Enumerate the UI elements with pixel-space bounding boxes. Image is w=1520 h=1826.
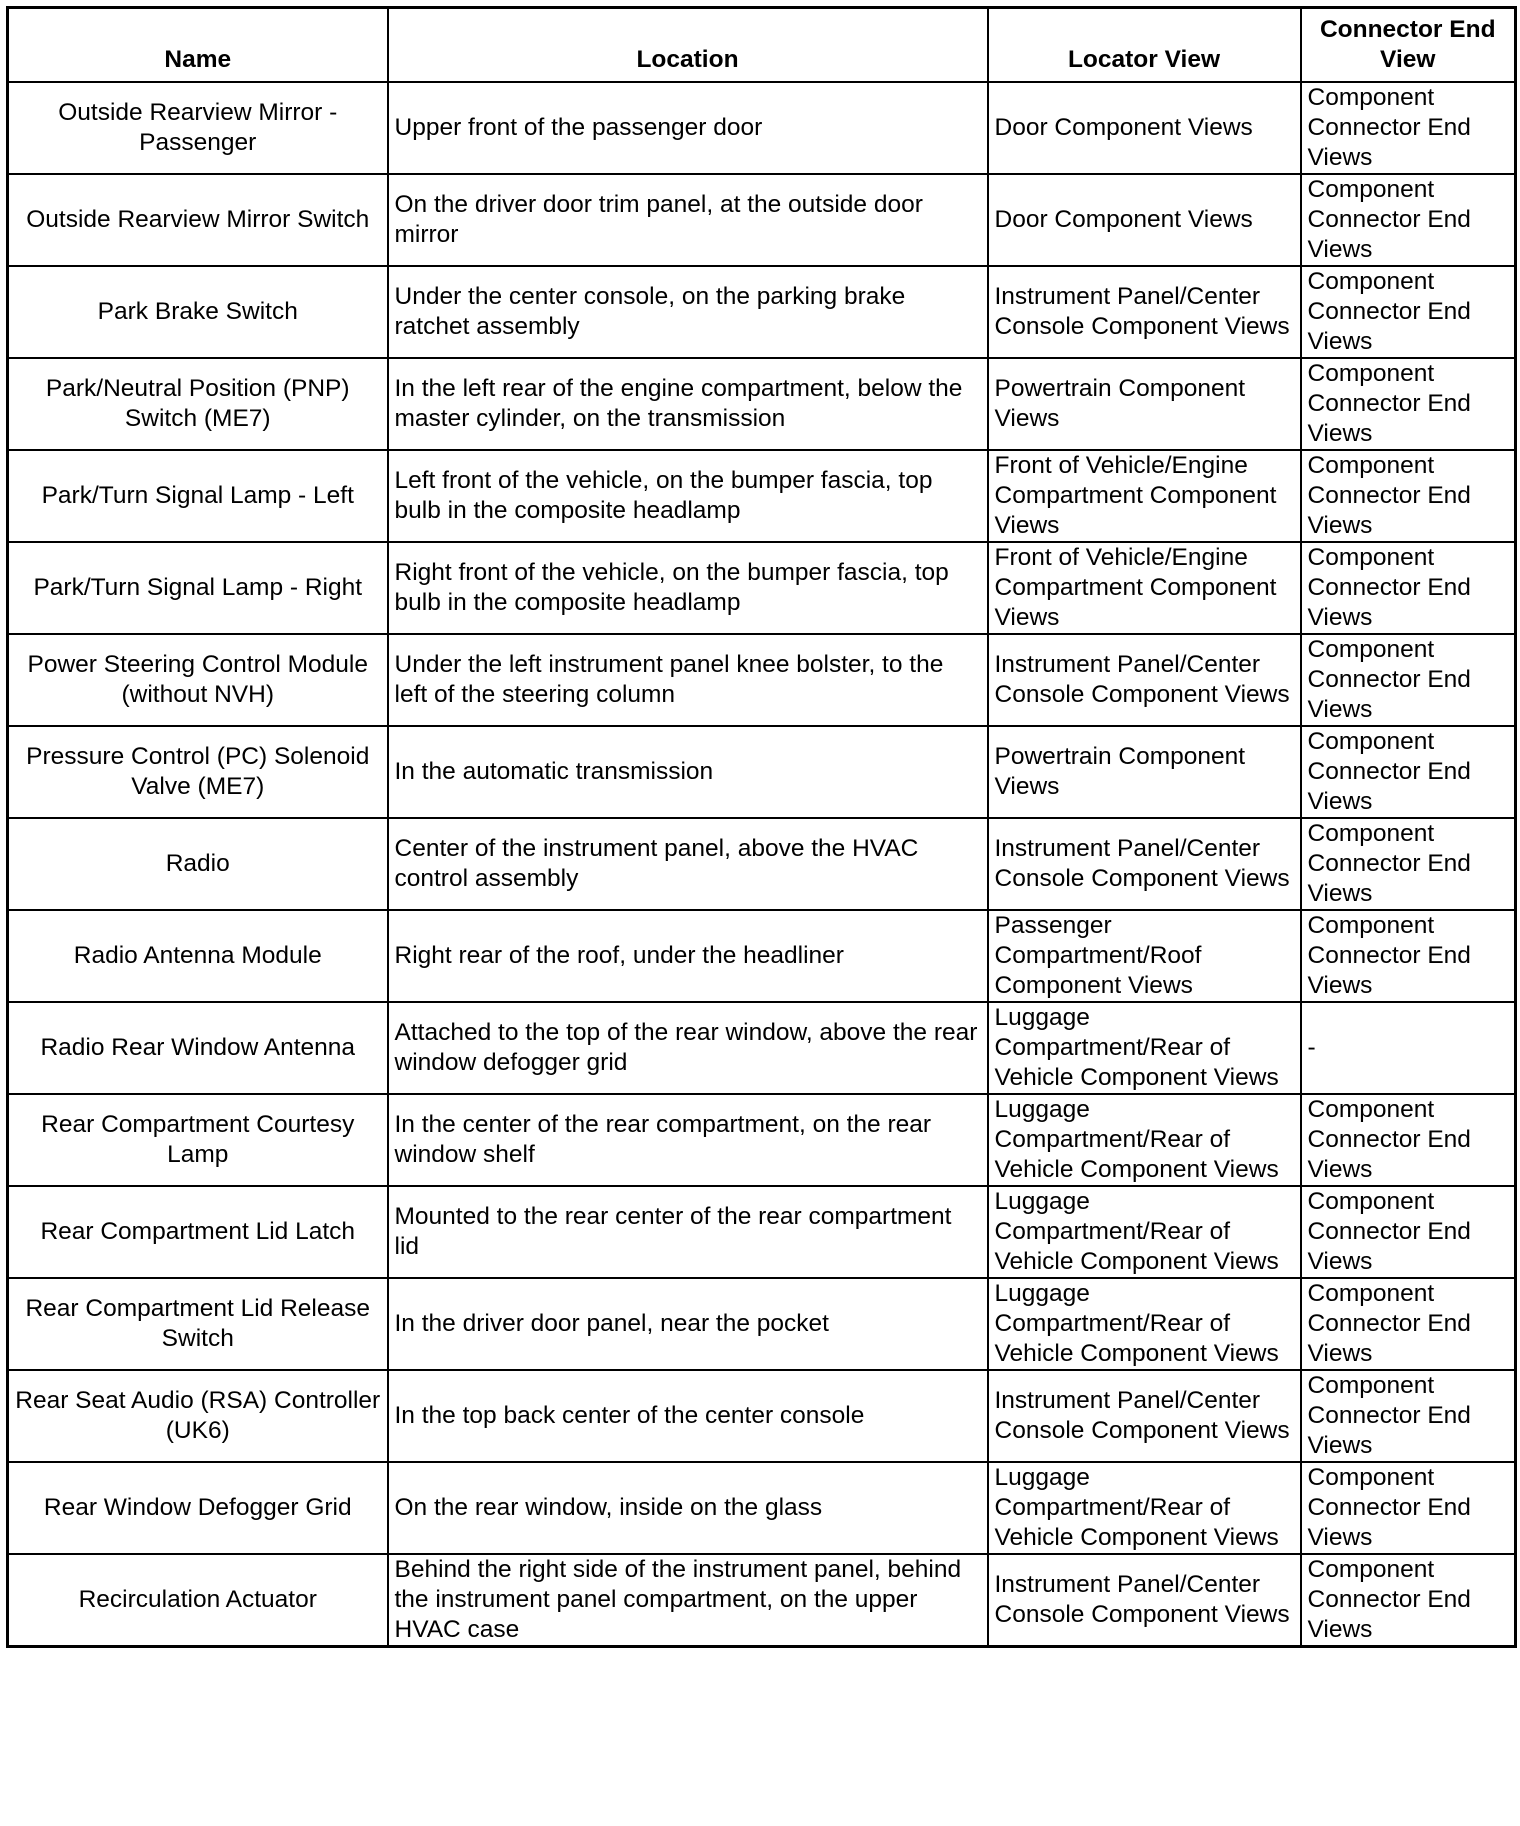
cell-locator-view: Instrument Panel/Center Console Component Views [988, 1554, 1301, 1647]
table-row [8, 1462, 1516, 1554]
cell-connector-end-view: Component Connector End Views [1301, 818, 1516, 910]
cell-location: Center of the instrument panel, above the HVAC control assembly [388, 818, 988, 910]
table-row [8, 1002, 1516, 1094]
cell-locator-view: Door Component Views [988, 82, 1301, 174]
table-row [8, 174, 1516, 266]
cell-location: On the driver door trim panel, at the outside door mirror [388, 174, 988, 266]
table-row [8, 1186, 1516, 1278]
cell-name: Recirculation Actuator [8, 1554, 388, 1647]
table-row [8, 1370, 1516, 1462]
cell-name: Outside Rearview Mirror Switch [8, 174, 388, 266]
component-locator-table [6, 6, 1517, 1648]
table-row [8, 1554, 1516, 1647]
cell-name: Park/Turn Signal Lamp - Left [8, 450, 388, 542]
cell-connector-end-view: Component Connector End Views [1301, 82, 1516, 174]
table-row [8, 1094, 1516, 1186]
table-row [8, 266, 1516, 358]
table-row [8, 542, 1516, 634]
column-header-locator-view: Locator View [988, 8, 1301, 83]
cell-name: Park/Turn Signal Lamp - Right [8, 542, 388, 634]
table-row [8, 1278, 1516, 1370]
cell-name: Rear Compartment Courtesy Lamp [8, 1094, 388, 1186]
cell-location: In the center of the rear compartment, on the rear window shelf [388, 1094, 988, 1186]
cell-connector-end-view: Component Connector End Views [1301, 1370, 1516, 1462]
cell-locator-view: Luggage Compartment/Rear of Vehicle Component Views [988, 1462, 1301, 1554]
cell-name: Outside Rearview Mirror - Passenger [8, 82, 388, 174]
cell-locator-view: Instrument Panel/Center Console Component Views [988, 266, 1301, 358]
column-header-name: Name [8, 8, 388, 83]
cell-locator-view: Luggage Compartment/Rear of Vehicle Component Views [988, 1186, 1301, 1278]
cell-connector-end-view: Component Connector End Views [1301, 174, 1516, 266]
cell-locator-view: Powertrain Component Views [988, 358, 1301, 450]
cell-locator-view: Luggage Compartment/Rear of Vehicle Component Views [988, 1094, 1301, 1186]
cell-locator-view: Instrument Panel/Center Console Component Views [988, 1370, 1301, 1462]
cell-location: Right rear of the roof, under the headliner [388, 910, 988, 1002]
cell-location: Left front of the vehicle, on the bumper fascia, top bulb in the composite headlamp [388, 450, 988, 542]
cell-locator-view: Luggage Compartment/Rear of Vehicle Component Views [988, 1278, 1301, 1370]
cell-connector-end-view: Component Connector End Views [1301, 1094, 1516, 1186]
table-header [8, 8, 1516, 83]
cell-connector-end-view: Component Connector End Views [1301, 1462, 1516, 1554]
table-body [8, 82, 1516, 1647]
cell-connector-end-view: Component Connector End Views [1301, 726, 1516, 818]
cell-location: Attached to the top of the rear window, above the rear window defogger grid [388, 1002, 988, 1094]
table-row [8, 726, 1516, 818]
cell-locator-view: Front of Vehicle/Engine Compartment Component Views [988, 450, 1301, 542]
table-row [8, 818, 1516, 910]
cell-name: Rear Window Defogger Grid [8, 1462, 388, 1554]
table-row [8, 82, 1516, 174]
cell-locator-view: Powertrain Component Views [988, 726, 1301, 818]
cell-name: Radio [8, 818, 388, 910]
cell-connector-end-view: Component Connector End Views [1301, 1554, 1516, 1647]
cell-locator-view: Instrument Panel/Center Console Component Views [988, 818, 1301, 910]
cell-location: Right front of the vehicle, on the bumper fascia, top bulb in the composite headlamp [388, 542, 988, 634]
cell-locator-view: Luggage Compartment/Rear of Vehicle Component Views [988, 1002, 1301, 1094]
cell-name: Pressure Control (PC) Solenoid Valve (ME7) [8, 726, 388, 818]
table-row [8, 634, 1516, 726]
table-row [8, 450, 1516, 542]
cell-name: Power Steering Control Module (without NVH) [8, 634, 388, 726]
cell-connector-end-view: Component Connector End Views [1301, 542, 1516, 634]
cell-name: Rear Seat Audio (RSA) Controller (UK6) [8, 1370, 388, 1462]
cell-name: Rear Compartment Lid Release Switch [8, 1278, 388, 1370]
table-row [8, 358, 1516, 450]
cell-connector-end-view: Component Connector End Views [1301, 634, 1516, 726]
table-row [8, 910, 1516, 1002]
column-header-connector-end-view: Connector End View [1301, 8, 1516, 83]
cell-connector-end-view: Component Connector End Views [1301, 910, 1516, 1002]
cell-locator-view: Passenger Compartment/Roof Component Views [988, 910, 1301, 1002]
cell-locator-view: Door Component Views [988, 174, 1301, 266]
cell-location: Upper front of the passenger door [388, 82, 988, 174]
cell-name: Radio Antenna Module [8, 910, 388, 1002]
header-row [8, 8, 1516, 83]
cell-connector-end-view: Component Connector End Views [1301, 450, 1516, 542]
cell-location: Under the left instrument panel knee bolster, to the left of the steering column [388, 634, 988, 726]
cell-connector-end-view: Component Connector End Views [1301, 1278, 1516, 1370]
cell-name: Park Brake Switch [8, 266, 388, 358]
column-header-location: Location [388, 8, 988, 83]
cell-location: In the automatic transmission [388, 726, 988, 818]
cell-name: Park/Neutral Position (PNP) Switch (ME7) [8, 358, 388, 450]
cell-connector-end-view: Component Connector End Views [1301, 1186, 1516, 1278]
cell-location: In the driver door panel, near the pocket [388, 1278, 988, 1370]
component-locator-page [6, 6, 1514, 1648]
cell-connector-end-view: - [1301, 1002, 1516, 1094]
cell-location: On the rear window, inside on the glass [388, 1462, 988, 1554]
cell-name: Radio Rear Window Antenna [8, 1002, 388, 1094]
cell-location: In the top back center of the center console [388, 1370, 988, 1462]
cell-location: Under the center console, on the parking brake ratchet assembly [388, 266, 988, 358]
cell-connector-end-view: Component Connector End Views [1301, 266, 1516, 358]
cell-locator-view: Front of Vehicle/Engine Compartment Component Views [988, 542, 1301, 634]
cell-location: In the left rear of the engine compartment, below the master cylinder, on the transmission [388, 358, 988, 450]
cell-locator-view: Instrument Panel/Center Console Component Views [988, 634, 1301, 726]
cell-name: Rear Compartment Lid Latch [8, 1186, 388, 1278]
cell-connector-end-view: Component Connector End Views [1301, 358, 1516, 450]
cell-location: Mounted to the rear center of the rear compartment lid [388, 1186, 988, 1278]
cell-location: Behind the right side of the instrument panel, behind the instrument panel compartment, on the upper HVAC case [388, 1554, 988, 1647]
